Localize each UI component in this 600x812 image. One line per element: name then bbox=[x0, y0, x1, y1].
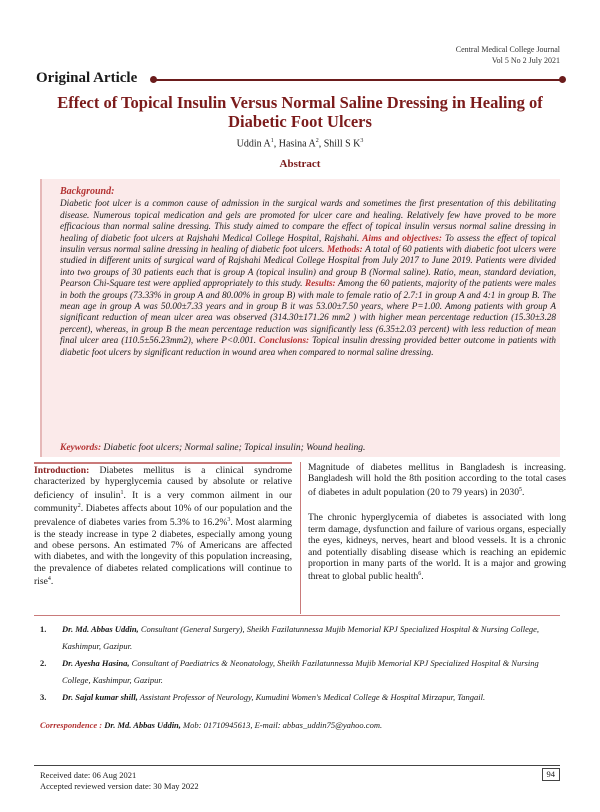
background-label: Background: bbox=[60, 186, 115, 197]
aims-text: To assess the effect of topical insulin versus normal saline dressing in healing of diabetic foot ulcers. bbox=[60, 232, 556, 255]
intro-paragraph bbox=[34, 465, 292, 588]
correspondence bbox=[40, 720, 556, 730]
results-text: Among the 60 patients, majority of the patients were males in both the groups (73.33% in group A and 80.00% in group B) with male to female ratio of 2.7:1 in group A and 4:1 in group B. The mean age in group A was 50.00±7.33 years and in group B it was 53.00±7.50 years, where P=1.00. Among patients with group A significant reduction of mean ulcer area was observed (314.30±171.26 mm2 ) with higher mean percentage reduction (15.30±3.28 percent), whereas, in group B the mean percentage reduction was significantly less (6.35±2.03 percent) with less reduction of mean final ulcer area (110.5±56.23mm2), where P<0.001. bbox=[60, 278, 557, 346]
body-paragraph bbox=[308, 462, 566, 498]
affiliation-item bbox=[40, 621, 556, 655]
citation: 3 bbox=[227, 517, 231, 523]
background-text: Diabetic foot ulcer is a common cause of admission in the surgical wards and sometimes the first presentation of this debilitating disease. Numerous topical medication and gels are promoted for ulcer care and healing. Relatively few have proved to be more efficacious than normal saline dressing. This study aimed to compare the effect of topical insulin versus normal saline dressing in healing of diabetic foot ulcers at Rajshahi Medical College Hospital, Rajshahi. bbox=[60, 198, 556, 243]
affiliation-name: Dr. Ayesha Hasina, bbox=[62, 658, 130, 668]
page-number: 94 bbox=[542, 768, 561, 781]
journal-name: Central Medical College Journal bbox=[455, 45, 560, 54]
article-title: Effect of Topical Insulin Versus Normal Saline Dressing in Healing of Diabetic Foot Ulcers bbox=[57, 93, 543, 131]
aims-label: Aims and objectives: bbox=[362, 232, 442, 243]
section-divider bbox=[156, 79, 560, 81]
author-sep: , bbox=[318, 138, 324, 150]
keywords-text: Diabetic foot ulcers; Normal saline; Topical insulin; Wound healing. bbox=[101, 443, 366, 453]
citation: 5 bbox=[519, 486, 523, 493]
author-name: Uddin A bbox=[236, 138, 271, 150]
affiliation-separator bbox=[34, 615, 560, 616]
journal-header bbox=[456, 44, 560, 66]
affiliation-number: 2. bbox=[40, 658, 47, 668]
intro-text: . It is a very common ailment in our community bbox=[34, 490, 293, 515]
author-sup: 1 bbox=[270, 138, 274, 144]
citation: 6 bbox=[418, 571, 422, 578]
conclusions-text: Topical insulin dressing provided better outcome in patients with diabetic foot ulcers by significant reduction in wound area when compared to normal saline dressing. bbox=[60, 335, 556, 357]
column-divider bbox=[300, 462, 301, 614]
body-paragraph bbox=[308, 512, 566, 583]
abstract-title: Abstract bbox=[279, 158, 321, 170]
methods-label: Methods: bbox=[326, 244, 363, 255]
keywords-label: Keywords: bbox=[60, 443, 102, 453]
author-sep: , bbox=[273, 138, 279, 150]
intro-text: . Diabetes affects about 10% of our population and the prevalence of diabetes varies from 5.3% to 16.2% bbox=[34, 503, 292, 529]
citation: 4 bbox=[47, 576, 51, 583]
accepted-date: Accepted reviewed version date: 30 May 2022 bbox=[40, 781, 199, 791]
correspondence-name: Dr. Md. Abbas Uddin, bbox=[102, 720, 181, 730]
affiliation-item bbox=[40, 689, 556, 706]
intro-text: Diabetes mellitus is a clinical syndrome characterized by hyperglycemia caused by absolute or relative deficiency of insulin bbox=[34, 465, 292, 501]
affiliation-number: 1. bbox=[40, 624, 47, 634]
right-column bbox=[308, 462, 566, 597]
methods-text: A total of 60 patients with diabetic foot ulcers were studied in different units of surgical ward of Rajshahi Medical College Hospital from July 2017 to June 2019. Patients were divided into two groups of 30 patients each that is group A (topical insulin) and group B (Normal saline). Ratio, mean, standard deviation, Pearson Chi-Square test were applied appropriately to this study. bbox=[60, 244, 556, 289]
results-label: Results: bbox=[304, 278, 336, 289]
author-name: Hasina A bbox=[278, 138, 316, 150]
body-text: . bbox=[421, 571, 424, 583]
keywords bbox=[60, 443, 556, 453]
left-column bbox=[34, 462, 292, 602]
date-info bbox=[40, 770, 199, 792]
affiliation-item bbox=[40, 655, 556, 689]
affiliation-text: Consultant (General Surgery), Sheikh Fazilatunnessa Mujib Memorial KPJ Specialized Hospital & Nursing College, Kashimpur, Gazipur. bbox=[62, 624, 540, 651]
author-name: Shill S K bbox=[323, 138, 361, 150]
received-date: Received date: 06 Aug 2021 bbox=[40, 770, 137, 780]
conclusions-label: Conclusions: bbox=[259, 335, 310, 346]
affiliation-text: Assistant Professor of Neurology, Kumudini Women's Medical College & Hospital Mirzapur, Tangail. bbox=[137, 692, 486, 702]
abstract-body bbox=[60, 186, 556, 358]
intro-label: Introduction: bbox=[34, 465, 90, 476]
section-label: Original Article bbox=[36, 70, 138, 86]
body-text: . bbox=[522, 487, 525, 498]
author-sup: 3 bbox=[360, 138, 364, 144]
intro-text: . Most alarming is the steady increase in type 2 diabetes, especially among young and obese persons. An estimated 7% of Americans are affected with diabetes, and with the longevity of this population increasing, the prevalence of diabetes related complications will continue to rise bbox=[34, 517, 292, 588]
citation: 1 bbox=[120, 489, 124, 496]
citation: 2 bbox=[77, 503, 81, 510]
body-text: The chronic hyperglycemia of diabetes is associated with long term damage, dysfunction and failure of various organs, especially the eyes, kidneys, nerves, heart and blood vessels. It is a chronic and potentially disabling disease which is reaching an epidemic proportion in many parts of the world. It is a major and growing threat to global public health bbox=[308, 512, 566, 583]
affiliation-list bbox=[40, 621, 556, 706]
affiliation-name: Dr. Md. Abbas Uddin, bbox=[62, 624, 139, 634]
correspondence-contact: Mob: 01710945613, E-mail: abbas_uddin75@yahoo.com. bbox=[180, 720, 383, 730]
affiliation-number: 3. bbox=[40, 692, 47, 702]
body-text: Magnitude of diabetes mellitus in Bangladesh is increasing. Bangladesh will hold the 8th position according to the total cases of diabetes in adult population (20 to 79 years) in 2030 bbox=[308, 462, 566, 498]
author-sup: 2 bbox=[315, 138, 319, 144]
author-list bbox=[0, 138, 600, 149]
affiliation-text: Consultant of Paediatrics & Neonatology, Sheikh Fazilatunnessa Mujib Memorial KPJ Specialized Hospital & Nursing College, Kashimpur, Gazipur. bbox=[62, 658, 539, 685]
affiliation-name: Dr. Sajal kumar shill, bbox=[62, 692, 138, 702]
footer-divider bbox=[34, 765, 560, 766]
intro-text: . bbox=[50, 576, 54, 588]
journal-issue: Vol 5 No 2 July 2021 bbox=[491, 56, 560, 65]
correspondence-label: Correspondence : bbox=[40, 720, 103, 730]
